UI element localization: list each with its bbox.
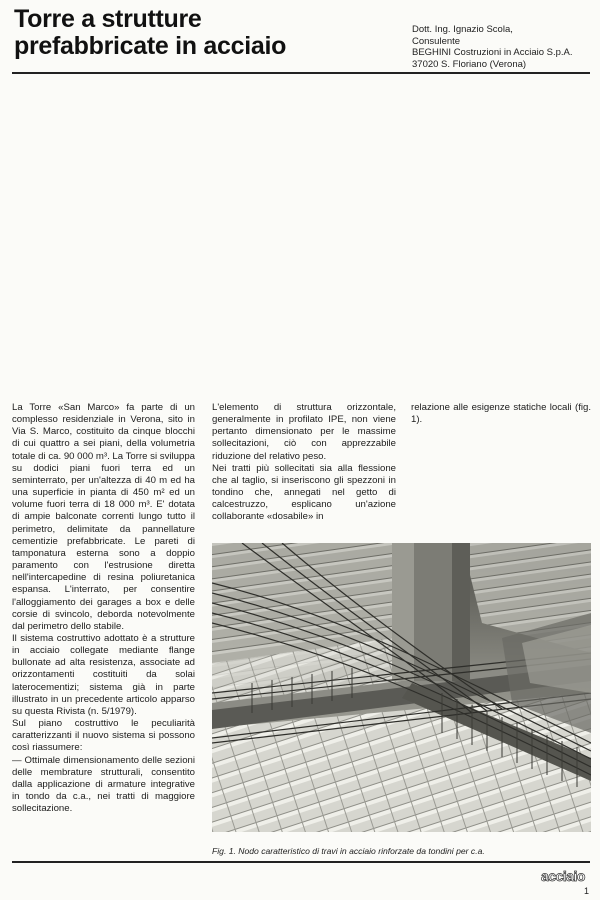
paragraph: Il sistema costruttivo adottato è a strutture in acciaio collegate mediante flange bullonate ad alta resistenza, associate ad orizzontamenti costituiti da solai laterocementizi; sistema già in parte illustrato in un precedente articolo apparso su questa Rivista (n. 5/1979). (12, 632, 195, 717)
page-number: 1 (584, 886, 590, 896)
text-column-1 (12, 402, 195, 815)
footer-rule (12, 861, 590, 863)
paragraph: Sul piano costruttivo le peculiarità caratterizzanti il nuovo sistema si possono così riassumere: (12, 718, 195, 754)
text-column-2 (212, 402, 396, 524)
paragraph: relazione alle esigenze statiche locali (fig. 1). (411, 402, 591, 426)
paragraph: La Torre «San Marco» fa parte di un complesso residenziale in Verona, sito in Via S. Marco, costituito da cinque blocchi di cui quattro a sei piani, della volumetria totale di ca. 90 000 m³. La Torre si sviluppa su dodici piani fuori terra ed un seminterrato, per un'altezza di 40 m ed ha una superficie in pianta di 450 m² ed un volume fuori terra di 18 000 m³. E' dotata di ampie balconate correnti lungo tutto il perimetro, delimitate da pannellature cementizie prefabbricate. Le pareti di tamponatura esterna sono a doppio paramento con l'estrusione diretta nell'intercapedine di resina poliuretanica espansa. L'interrato, per consentire l'alloggiamento dei garages a box e delle corsie di svincolo, deborda notevolmente dal perimetro dello stabile. (12, 402, 195, 632)
paragraph: Nei tratti più sollecitati sia alla flessione che al taglio, si inseriscono gli spezzoni in tondino che, annegati nel getto di calcestruzzo, esplicano un'azione collaborante «dosabile» in (212, 462, 396, 523)
author-line: BEGHINI Costruzioni in Acciaio S.p.A. (412, 47, 573, 58)
text-column-3 (411, 402, 591, 426)
author-line: Consulente (412, 35, 461, 47)
article-title: Torre a strutture prefabbricate in acciaio (14, 5, 287, 60)
header-rule (12, 72, 590, 74)
figure-photo (212, 543, 591, 832)
author-block (412, 24, 592, 70)
paragraph: — Ottimale dimensionamento delle sezioni delle membrature strutturali, consentito dalla applicazione di armature integrative in tondo da c.a., nei tratti di maggiore sollecitazione. (12, 754, 195, 815)
figure-caption: Fig. 1. Nodo caratteristico di travi in acciaio rinforzate da tondini per c.a. (212, 846, 485, 856)
author-line: 37020 S. Floriano (Verona) (412, 58, 527, 70)
author-line: Dott. Ing. Ignazio Scola, (412, 24, 513, 35)
paragraph: L'elemento di struttura orizzontale, generalmente in profilato IPE, non viene pertanto dimensionato per le massime sollecitazioni, ciò con apprezzabile riduzione del relativo peso. (212, 402, 396, 462)
magazine-logo: acciaio (541, 868, 585, 884)
